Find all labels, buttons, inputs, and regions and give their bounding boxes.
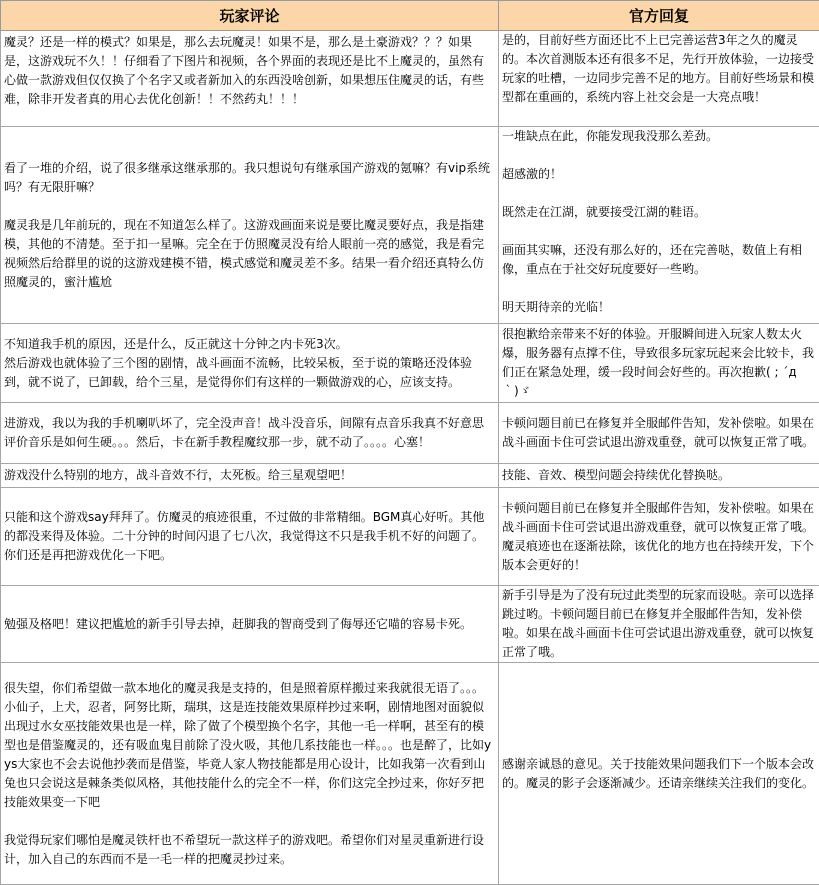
official-reply-cell: 很抱歉给亲带来不好的体验。开服瞬间进入玩家人数太火爆，服务器有点撑不住，导致很多玩家玩起来会比较卡，我们正在紧急处理，缓一段时间会好些的。再次抱歉( ; ´д｀)ゞ xyxy=(499,324,819,403)
player-review-cell: 只能和这个游戏say拜拜了。仿魔灵的痕迹很重，不过做的非常精细。BGM真心好听。其他的都没来得及体验。二十分钟的时间闪退了七八次，我觉得这不只是我手机不好的问题了。你们还是再把游戏优化一下吧。 xyxy=(1,488,499,586)
table-row xyxy=(1,31,819,127)
player-review-cell: 看了一堆的介绍，说了很多继承这继承那的。我只想说句有继承国产游戏的氪嘛？有vip系统吗？有无限肝嘛？ 魔灵我是几年前玩的，现在不知道怎么样了。这游戏画面来说是要比魔灵要好点，我是指建模，其他的不清楚。至于扣一星嘛。完全在于仿照魔灵没有给人眼前一亮的感觉，我是看完视频然后给群里的说的这游戏建模不错，模式感觉和魔灵差不多。结果一看介绍还真特么仿照魔灵的，蜜汁尴尬 xyxy=(1,127,499,324)
table-row xyxy=(1,127,819,324)
player-review-cell: 勉强及格吧！建议把尴尬的新手引导去掉，赶脚我的智商受到了侮辱还它喵的容易卡死。 xyxy=(1,586,499,663)
official-reply-cell: 新手引导是为了没有玩过此类型的玩家而设哒。亲可以选择跳过哟。卡顿问题目前已在修复并全服邮件告知，发补偿啦。如果在战斗画面卡住可尝试退出游戏重登，就可以恢复正常了哦。 xyxy=(499,586,819,663)
official-reply-cell: 一堆缺点在此，你能发现我没那么差劲。 超感激的！ 既然走在江湖，就要接受江湖的鞋语。 画面其实嘛，还没有那么好的，还在完善哒，数值上有相像，重点在于社交好玩度要好一些哟。 明天期待亲的光临！ xyxy=(499,127,819,324)
player-review-header: 玩家评论 xyxy=(1,1,499,31)
official-reply-cell: 是的，目前好些方面还比不上已完善运营3年之久的魔灵的。本次首测版本还有很多不足，先行开放体验，一边接受玩家的吐槽，一边同步完善不足的地方。目前好些场景和模型都在重画的，系统内容上社交会是一大亮点哦！ xyxy=(499,31,819,127)
player-review-cell: 魔灵？还是一样的模式？如果是，那么去玩魔灵！如果不是，那么是土豪游戏？？？如果是，这游戏玩不久！！仔细看了下图片和视频，各个界面的表现还是比不上魔灵的，虽然有心做一款游戏但仅仅换了个名字又或者新加入的东西没啥创新，如果想压住魔灵的话，有些难，除非开发者真的用心去优化创新！！不然药丸！！！ xyxy=(1,31,499,127)
table-row xyxy=(1,663,819,885)
player-review-cell: 不知道我手机的原因，还是什么，反正就这十分钟之内卡死3次。 然后游戏也就体验了三个图的剧情，战斗画面不流畅，比较呆板，至于说的策略还没体验到，就不说了，已卸载，给个三星，是觉得你们有这样的一颗做游戏的心，应该支持。 xyxy=(1,324,499,403)
player-review-cell: 进游戏，我以为我的手机喇叭坏了，完全没声音！战斗没音乐，间隙有点音乐我真不好意思评价音乐是如何生硬。。。然后，卡在新手教程魔纹那一步，就不动了。。。。心塞！ xyxy=(1,403,499,464)
header-row xyxy=(1,1,819,31)
table-row xyxy=(1,586,819,663)
official-reply-cell: 卡顿问题目前已在修复并全服邮件告知，发补偿啦。如果在战斗画面卡住可尝试退出游戏重登，就可以恢复正常了哦。 xyxy=(499,403,819,464)
table-row xyxy=(1,488,819,586)
official-reply-cell: 感谢亲诚恳的意见。关于技能效果问题我们下一个版本会改的。魔灵的影子会逐渐减少。还请亲继续关注我们的变化。 xyxy=(499,663,819,885)
official-reply-header: 官方回复 xyxy=(499,1,819,31)
player-review-cell: 很失望，你们希望做一款本地化的魔灵我是支持的，但是照着原样搬过来我就很无语了。。。小仙子，上犬，忍者，阿努比斯，瑞琪，这是连技能效果原样抄过来啊，剧情地图对面貌似出现过水女巫技能效果也是一样，除了做了个模型换个名字，其他一毛一样啊，甚至有的模型也是借鉴魔灵的，还有吸血鬼目前除了没火吸，其他几系技能也一样。。。也是醉了，比如yys大家也不会去说他抄袭而是借鉴，毕竟人家人物技能都是用心设计，比如我第一次看到山兔也只会说这是棘条类似风格，其他技能什么的完全不一样，你们这完全抄过来，你好歹把技能效果变一下吧 我觉得玩家们哪怕是魔灵铁杆也不希望玩一款这样子的游戏吧。希望你们对星灵重新进行设计，加入自己的东西而不是一毛一样的把魔灵抄过来。 xyxy=(1,663,499,885)
table-row xyxy=(1,324,819,403)
table-row xyxy=(1,464,819,488)
player-review-cell: 游戏没什么特别的地方，战斗音效不行，太死板。给三星观望吧！ xyxy=(1,464,499,488)
official-reply-cell: 技能、音效、模型问题会持续优化替换哒。 xyxy=(499,464,819,488)
official-reply-cell: 卡顿问题目前已在修复并全服邮件告知，发补偿啦。如果在战斗画面卡住可尝试退出游戏重登，就可以恢复正常了哦。 魔灵痕迹也在逐渐祛除，该优化的地方也在持续开发，下个版本会更好的！ xyxy=(499,488,819,586)
table-row xyxy=(1,403,819,464)
